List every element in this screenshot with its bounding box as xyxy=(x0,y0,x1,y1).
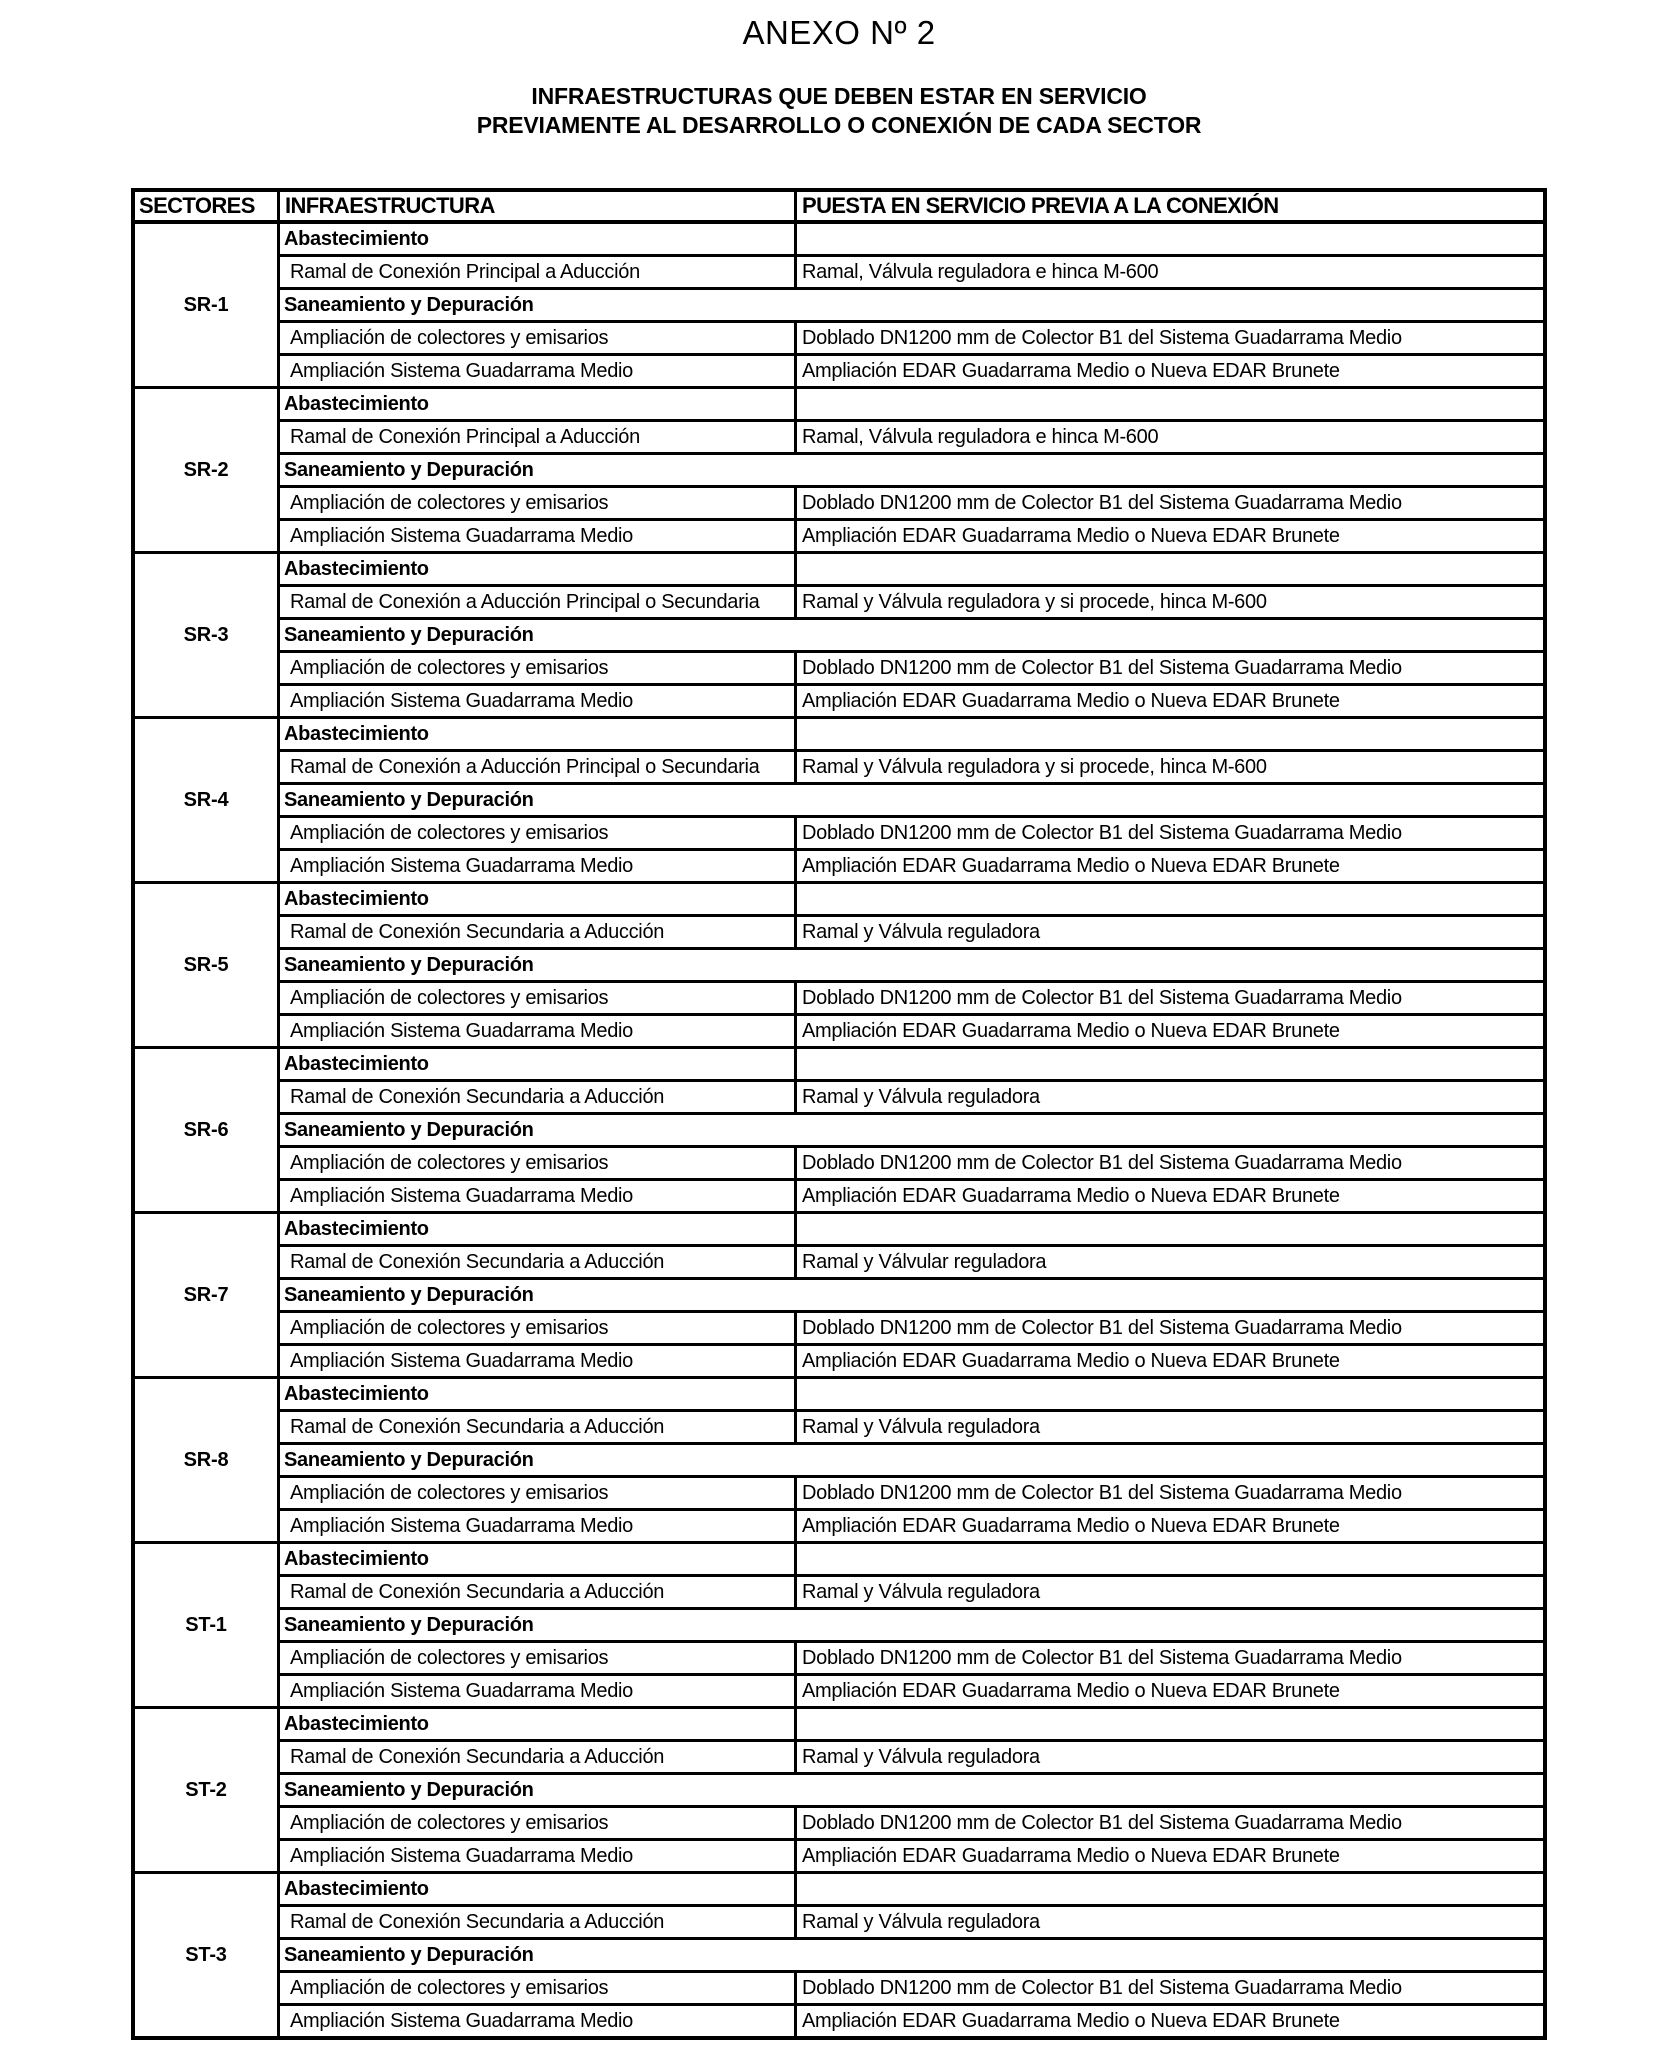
infraestructura-cell: Ampliación de colectores y emisarios xyxy=(280,488,797,518)
saneamiento-row xyxy=(280,455,1543,488)
table-row xyxy=(280,983,1543,1016)
infraestructura-cell: Ampliación de colectores y emisarios xyxy=(280,1148,797,1178)
page-subtitle-line1: INFRAESTRUCTURAS QUE DEBEN ESTAR EN SERVICIO xyxy=(531,83,1147,109)
infraestructura-cell: Ramal de Conexión a Aducción Principal o Secundaria xyxy=(280,587,797,617)
table-row xyxy=(280,818,1543,851)
abastecimiento-label: Abastecimiento xyxy=(280,1379,797,1409)
servicio-cell: Ampliación EDAR Guadarrama Medio o Nueva EDAR Brunete xyxy=(802,1019,1340,1042)
saneamiento-label: Saneamiento y Depuración xyxy=(284,1448,534,1471)
servicio-cell: Ramal, Válvula reguladora e hinca M-600 xyxy=(802,425,1159,448)
sector-label: SR-1 xyxy=(135,224,280,386)
saneamiento-label: Saneamiento y Depuración xyxy=(284,623,534,646)
servicio-cell: Doblado DN1200 mm de Colector B1 del Sistema Guadarrama Medio xyxy=(802,986,1402,1009)
abastecimiento-empty-cell xyxy=(797,1379,1543,1409)
table-row xyxy=(280,488,1543,521)
servicio-cell: Ampliación EDAR Guadarrama Medio o Nueva EDAR Brunete xyxy=(802,1514,1340,1537)
table-row xyxy=(280,1907,1543,1940)
table-row xyxy=(280,1313,1543,1346)
table-row xyxy=(280,1676,1543,1706)
abastecimiento-row xyxy=(280,1379,1543,1412)
abastecimiento-label: Abastecimiento xyxy=(280,224,797,254)
infraestructura-cell: Ampliación Sistema Guadarrama Medio xyxy=(280,1676,797,1706)
sector-rows xyxy=(280,1709,1543,1871)
abastecimiento-empty-cell xyxy=(797,884,1543,914)
table-row xyxy=(280,752,1543,785)
sector-block xyxy=(135,554,1543,719)
servicio-cell: Ramal y Válvula reguladora y si procede, hinca M-600 xyxy=(802,590,1267,613)
servicio-cell: Ampliación EDAR Guadarrama Medio o Nueva EDAR Brunete xyxy=(802,524,1340,547)
table-row xyxy=(280,1148,1543,1181)
saneamiento-label: Saneamiento y Depuración xyxy=(284,1283,534,1306)
table-row xyxy=(280,1808,1543,1841)
servicio-cell: Doblado DN1200 mm de Colector B1 del Sistema Guadarrama Medio xyxy=(802,821,1402,844)
abastecimiento-empty-cell xyxy=(797,224,1543,254)
table-row xyxy=(280,1346,1543,1376)
infraestructura-cell: Ampliación de colectores y emisarios xyxy=(280,1808,797,1838)
abastecimiento-row xyxy=(280,224,1543,257)
saneamiento-row xyxy=(280,1115,1543,1148)
saneamiento-row xyxy=(280,1280,1543,1313)
table-row xyxy=(280,1181,1543,1211)
table-row xyxy=(280,587,1543,620)
abastecimiento-row xyxy=(280,389,1543,422)
abastecimiento-label: Abastecimiento xyxy=(280,389,797,419)
infrastructure-table xyxy=(131,188,1547,2040)
abastecimiento-row xyxy=(280,1874,1543,1907)
table-row xyxy=(280,851,1543,881)
saneamiento-row xyxy=(280,1940,1543,1973)
servicio-cell: Doblado DN1200 mm de Colector B1 del Sistema Guadarrama Medio xyxy=(802,1646,1402,1669)
abastecimiento-empty-cell xyxy=(797,1214,1543,1244)
sector-rows xyxy=(280,554,1543,716)
servicio-cell: Ramal y Válvula reguladora xyxy=(802,1580,1040,1603)
servicio-cell: Ampliación EDAR Guadarrama Medio o Nueva EDAR Brunete xyxy=(802,1844,1340,1867)
sector-rows xyxy=(280,884,1543,1046)
saneamiento-row xyxy=(280,1445,1543,1478)
sector-label: SR-4 xyxy=(135,719,280,881)
servicio-cell: Ampliación EDAR Guadarrama Medio o Nueva EDAR Brunete xyxy=(802,1349,1340,1372)
infraestructura-cell: Ampliación Sistema Guadarrama Medio xyxy=(280,1346,797,1376)
servicio-cell: Ampliación EDAR Guadarrama Medio o Nueva EDAR Brunete xyxy=(802,689,1340,712)
servicio-cell: Ramal y Válvula reguladora y si procede, hinca M-600 xyxy=(802,755,1267,778)
saneamiento-row xyxy=(280,950,1543,983)
servicio-cell: Doblado DN1200 mm de Colector B1 del Sistema Guadarrama Medio xyxy=(802,1316,1402,1339)
abastecimiento-empty-cell xyxy=(797,1049,1543,1079)
saneamiento-label: Saneamiento y Depuración xyxy=(284,1943,534,1966)
abastecimiento-label: Abastecimiento xyxy=(280,1544,797,1574)
infraestructura-cell: Ampliación de colectores y emisarios xyxy=(280,818,797,848)
abastecimiento-label: Abastecimiento xyxy=(280,719,797,749)
table-row xyxy=(280,1247,1543,1280)
table-row xyxy=(280,323,1543,356)
sector-block xyxy=(135,1874,1543,2036)
infraestructura-cell: Ramal de Conexión Secundaria a Aducción xyxy=(280,1082,797,1112)
servicio-cell: Doblado DN1200 mm de Colector B1 del Sistema Guadarrama Medio xyxy=(802,491,1402,514)
saneamiento-label: Saneamiento y Depuración xyxy=(284,1778,534,1801)
abastecimiento-empty-cell xyxy=(797,1544,1543,1574)
infraestructura-cell: Ramal de Conexión Secundaria a Aducción xyxy=(280,1247,797,1277)
saneamiento-row xyxy=(280,620,1543,653)
sector-block xyxy=(135,1544,1543,1709)
infraestructura-cell: Ampliación de colectores y emisarios xyxy=(280,1478,797,1508)
servicio-cell: Doblado DN1200 mm de Colector B1 del Sistema Guadarrama Medio xyxy=(802,1976,1402,1999)
infraestructura-cell: Ampliación de colectores y emisarios xyxy=(280,983,797,1013)
infraestructura-cell: Ramal de Conexión Secundaria a Aducción xyxy=(280,1577,797,1607)
sector-rows xyxy=(280,1379,1543,1541)
infraestructura-cell: Ampliación de colectores y emisarios xyxy=(280,1313,797,1343)
page-subtitle xyxy=(131,82,1547,140)
sector-block xyxy=(135,224,1543,389)
infraestructura-cell: Ampliación Sistema Guadarrama Medio xyxy=(280,1511,797,1541)
sector-block xyxy=(135,719,1543,884)
abastecimiento-label: Abastecimiento xyxy=(280,1214,797,1244)
saneamiento-label: Saneamiento y Depuración xyxy=(284,953,534,976)
infraestructura-cell: Ampliación de colectores y emisarios xyxy=(280,1643,797,1673)
saneamiento-label: Saneamiento y Depuración xyxy=(284,458,534,481)
infraestructura-cell: Ampliación Sistema Guadarrama Medio xyxy=(280,1181,797,1211)
table-row xyxy=(280,1082,1543,1115)
infraestructura-cell: Ampliación Sistema Guadarrama Medio xyxy=(280,2006,797,2036)
abastecimiento-row xyxy=(280,719,1543,752)
table-row xyxy=(280,686,1543,716)
infraestructura-cell: Ampliación Sistema Guadarrama Medio xyxy=(280,851,797,881)
infraestructura-cell: Ramal de Conexión a Aducción Principal o Secundaria xyxy=(280,752,797,782)
servicio-cell: Ampliación EDAR Guadarrama Medio o Nueva EDAR Brunete xyxy=(802,854,1340,877)
sector-rows xyxy=(280,389,1543,551)
abastecimiento-label: Abastecimiento xyxy=(280,1049,797,1079)
table-row xyxy=(280,422,1543,455)
header-puesta-en-servicio: PUESTA EN SERVICIO PREVIA A LA CONEXIÓN xyxy=(802,193,1279,218)
header-sectores: SECTORES xyxy=(135,192,280,220)
table-row xyxy=(280,653,1543,686)
infraestructura-cell: Ampliación de colectores y emisarios xyxy=(280,653,797,683)
page-title: ANEXO Nº 2 xyxy=(742,14,936,51)
table-row xyxy=(280,1643,1543,1676)
abastecimiento-row xyxy=(280,884,1543,917)
servicio-cell: Ramal y Válvula reguladora xyxy=(802,920,1040,943)
abastecimiento-label: Abastecimiento xyxy=(280,1709,797,1739)
sector-label: ST-1 xyxy=(135,1544,280,1706)
servicio-cell: Ampliación EDAR Guadarrama Medio o Nueva EDAR Brunete xyxy=(802,2009,1340,2032)
table-body xyxy=(135,224,1543,2036)
abastecimiento-empty-cell xyxy=(797,1874,1543,1904)
sector-rows xyxy=(280,1544,1543,1706)
saneamiento-label: Saneamiento y Depuración xyxy=(284,788,534,811)
servicio-cell: Ampliación EDAR Guadarrama Medio o Nueva EDAR Brunete xyxy=(802,1184,1340,1207)
infraestructura-cell: Ampliación Sistema Guadarrama Medio xyxy=(280,1016,797,1046)
saneamiento-label: Saneamiento y Depuración xyxy=(284,1613,534,1636)
table-row xyxy=(280,917,1543,950)
infraestructura-cell: Ampliación Sistema Guadarrama Medio xyxy=(280,1841,797,1871)
servicio-cell: Ramal y Válvula reguladora xyxy=(802,1415,1040,1438)
servicio-cell: Ramal y Válvula reguladora xyxy=(802,1910,1040,1933)
sector-label: ST-2 xyxy=(135,1709,280,1871)
servicio-cell: Ramal y Válvula reguladora xyxy=(802,1745,1040,1768)
table-row xyxy=(280,356,1543,386)
table-row xyxy=(280,521,1543,551)
infraestructura-cell: Ampliación Sistema Guadarrama Medio xyxy=(280,356,797,386)
table-header-row xyxy=(135,192,1543,224)
sector-rows xyxy=(280,1874,1543,2036)
infraestructura-cell: Ramal de Conexión Secundaria a Aducción xyxy=(280,1412,797,1442)
sector-label: SR-8 xyxy=(135,1379,280,1541)
sector-block xyxy=(135,884,1543,1049)
sector-label: SR-7 xyxy=(135,1214,280,1376)
abastecimiento-row xyxy=(280,1544,1543,1577)
table-row xyxy=(280,1742,1543,1775)
abastecimiento-row xyxy=(280,1049,1543,1082)
infraestructura-cell: Ramal de Conexión Secundaria a Aducción xyxy=(280,1742,797,1772)
table-row xyxy=(280,1973,1543,2006)
sector-label: ST-3 xyxy=(135,1874,280,2036)
servicio-cell: Doblado DN1200 mm de Colector B1 del Sistema Guadarrama Medio xyxy=(802,1151,1402,1174)
header-infraestructura: INFRAESTRUCTURA xyxy=(280,192,797,220)
saneamiento-row xyxy=(280,785,1543,818)
infraestructura-cell: Ampliación de colectores y emisarios xyxy=(280,1973,797,2003)
table-row xyxy=(280,2006,1543,2036)
servicio-cell: Ramal, Válvula reguladora e hinca M-600 xyxy=(802,260,1159,283)
table-row xyxy=(280,1412,1543,1445)
sector-rows xyxy=(280,1214,1543,1376)
saneamiento-label: Saneamiento y Depuración xyxy=(284,293,534,316)
sector-rows xyxy=(280,719,1543,881)
saneamiento-row xyxy=(280,1775,1543,1808)
table-row xyxy=(280,1478,1543,1511)
saneamiento-row xyxy=(280,1610,1543,1643)
page-subtitle-line2: PREVIAMENTE AL DESARROLLO O CONEXIÓN DE CADA SECTOR xyxy=(476,112,1202,138)
sector-rows xyxy=(280,1049,1543,1211)
sector-block xyxy=(135,1379,1543,1544)
table-row xyxy=(280,257,1543,290)
abastecimiento-empty-cell xyxy=(797,1709,1543,1739)
abastecimiento-row xyxy=(280,554,1543,587)
servicio-cell: Doblado DN1200 mm de Colector B1 del Sistema Guadarrama Medio xyxy=(802,656,1402,679)
table-row xyxy=(280,1577,1543,1610)
infraestructura-cell: Ramal de Conexión Secundaria a Aducción xyxy=(280,917,797,947)
table-row xyxy=(280,1511,1543,1541)
servicio-cell: Doblado DN1200 mm de Colector B1 del Sistema Guadarrama Medio xyxy=(802,1811,1402,1834)
infraestructura-cell: Ramal de Conexión Principal a Aducción xyxy=(280,422,797,452)
infraestructura-cell: Ramal de Conexión Principal a Aducción xyxy=(280,257,797,287)
sector-label: SR-3 xyxy=(135,554,280,716)
infraestructura-cell: Ampliación Sistema Guadarrama Medio xyxy=(280,686,797,716)
sector-label: SR-2 xyxy=(135,389,280,551)
abastecimiento-label: Abastecimiento xyxy=(280,1874,797,1904)
abastecimiento-row xyxy=(280,1214,1543,1247)
sector-label: SR-6 xyxy=(135,1049,280,1211)
saneamiento-row xyxy=(280,290,1543,323)
infraestructura-cell: Ramal de Conexión Secundaria a Aducción xyxy=(280,1907,797,1937)
servicio-cell: Ampliación EDAR Guadarrama Medio o Nueva EDAR Brunete xyxy=(802,359,1340,382)
servicio-cell: Ampliación EDAR Guadarrama Medio o Nueva EDAR Brunete xyxy=(802,1679,1340,1702)
saneamiento-label: Saneamiento y Depuración xyxy=(284,1118,534,1141)
sector-block xyxy=(135,1709,1543,1874)
servicio-cell: Doblado DN1200 mm de Colector B1 del Sistema Guadarrama Medio xyxy=(802,326,1402,349)
abastecimiento-row xyxy=(280,1709,1543,1742)
table-row xyxy=(280,1841,1543,1871)
abastecimiento-label: Abastecimiento xyxy=(280,884,797,914)
servicio-cell: Ramal y Válvula reguladora xyxy=(802,1085,1040,1108)
infraestructura-cell: Ampliación Sistema Guadarrama Medio xyxy=(280,521,797,551)
sector-block xyxy=(135,389,1543,554)
sector-block xyxy=(135,1049,1543,1214)
table-row xyxy=(280,1016,1543,1046)
abastecimiento-empty-cell xyxy=(797,389,1543,419)
sector-rows xyxy=(280,224,1543,386)
sector-label: SR-5 xyxy=(135,884,280,1046)
servicio-cell: Doblado DN1200 mm de Colector B1 del Sistema Guadarrama Medio xyxy=(802,1481,1402,1504)
servicio-cell: Ramal y Válvular reguladora xyxy=(802,1250,1047,1273)
abastecimiento-empty-cell xyxy=(797,719,1543,749)
abastecimiento-label: Abastecimiento xyxy=(280,554,797,584)
sector-block xyxy=(135,1214,1543,1379)
abastecimiento-empty-cell xyxy=(797,554,1543,584)
infraestructura-cell: Ampliación de colectores y emisarios xyxy=(280,323,797,353)
